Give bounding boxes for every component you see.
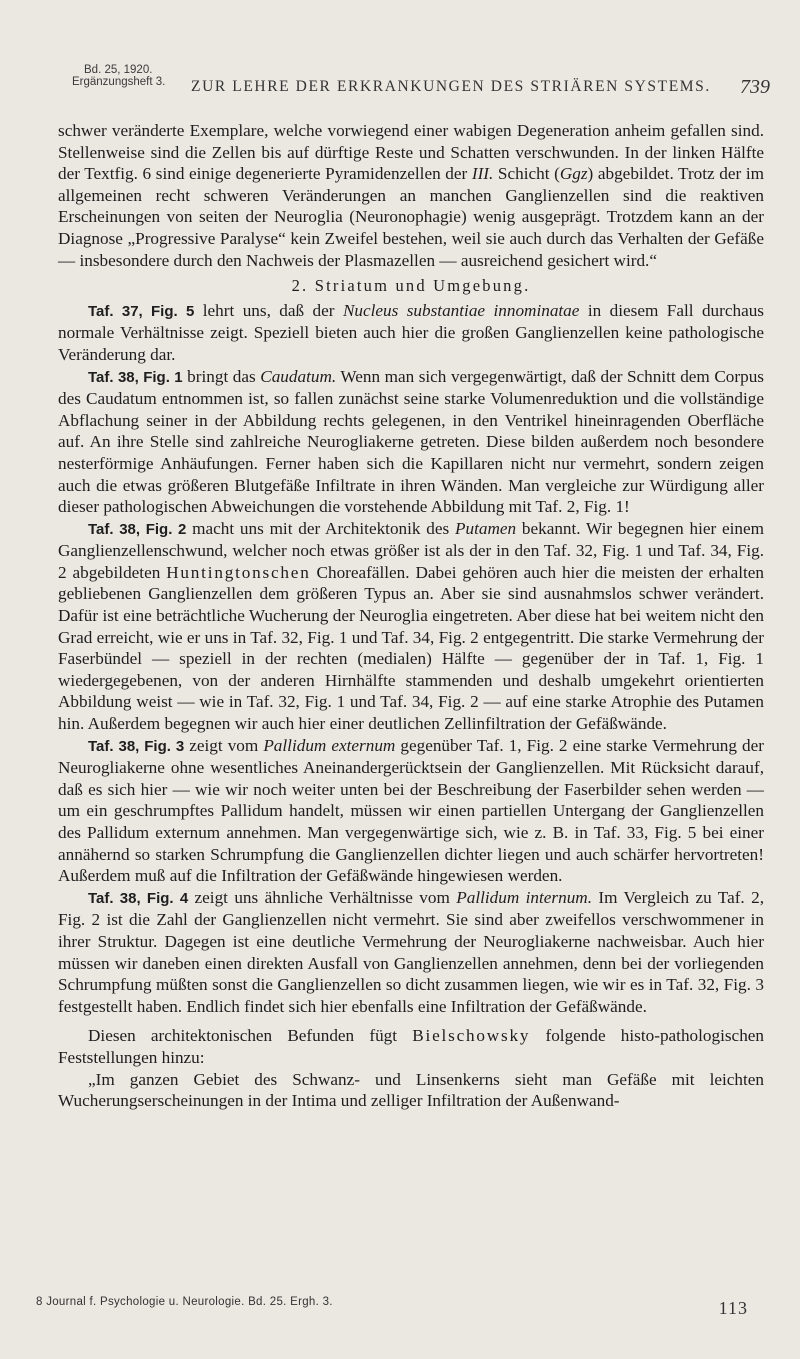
page-number: 739	[740, 76, 770, 98]
running-head	[58, 64, 770, 104]
text: lehrt uns, daß der	[194, 300, 343, 320]
term: Pallidum internum.	[456, 887, 592, 907]
plate-label: Taf. 38, Fig. 3	[88, 737, 185, 755]
text: macht uns mit der Architektonik des	[186, 518, 455, 538]
author-name: Huntingtonschen	[166, 562, 311, 582]
paragraph-bielschowsky	[58, 1025, 764, 1068]
paragraph-quote: „Im ganzen Gebiet des Schwanz- und Linsenkerns sieht man Gefäße mit leichten Wucherungserscheinungen in der Intima und zelliger Infiltration der Außenwand-	[58, 1069, 764, 1111]
paragraph-taf38-fig2	[58, 518, 764, 735]
text: Diesen architektonischen Befunden fügt	[88, 1026, 413, 1046]
term: Caudatum.	[260, 366, 337, 386]
term: Pallidum externum	[263, 735, 396, 755]
section-heading: 2. Striatum und Umgebung.	[291, 276, 531, 296]
plate-label: Taf. 38, Fig. 4	[88, 889, 189, 907]
paragraph-taf38-fig3	[58, 735, 764, 887]
page-footer	[36, 1296, 748, 1326]
text: in diesem Fall durchaus normale Verhältnisse zeigt. Speziell bieten auch hier die großen Ganglienzellen keine pathologische Veränderung dar.	[58, 300, 764, 364]
plate-label: Taf. 38, Fig. 2	[88, 520, 187, 538]
text: Choreafällen. Dabei gehören auch hier die meisten der erhalten gebliebenen Ganglienzellen dem größeren Typus an. Aber sie sind ausnahmslos schwer verändert. Dafür ist eine beträchtliche Wucherung der Neuroglia eingetreten. Aber diese hat bei weitem nicht den Grad erreicht, wie er uns in Taf. 32, Fig. 1 und Taf. 34, Fig. 2 entgegentritt. Die starke Vermehrung der Faserbündel — speziell in der rechten (medialen) Hälfte — gegenüber der in Taf. 1, Fig. 1 wiedergegebenen, von der anderen Hirnhälfte stammenden und deshalb umgekehrt orientierten Abbildung weist — wie in Taf. 32, Fig. 1 und Taf. 34, Fig. 2 — auf eine starke Atrophie des Putamen hin. Außerdem begegnen wir auch hier einer deutlichen Zellinfiltration der Gefäßwände.	[58, 562, 764, 734]
volume-line-2: Ergänzungsheft 3.	[72, 76, 166, 88]
paragraph-gap	[58, 1017, 764, 1025]
text: Im Vergleich zu Taf. 2, Fig. 2 ist die Zahl der Ganglienzellen nicht vermehrt. Sie sind aber zweifellos verschwommener in ihrer Struktur. Dagegen ist eine deutliche Vermehrung der Neurogliakerne nachweisbar. Auch hier müssen wir daneben einen direkten Ausfall von Ganglienzellen annehmen, denn bei der vorliegenden Schrumpfung müßten sonst die Ganglienzellen so dicht zusammen liegen, wie wir es in Taf. 32, Fig. 3 festgestellt haben. Endlich findet sich hier ebenfalls eine Infiltration der Gefäßwände.	[58, 887, 764, 1016]
paragraph-taf38-fig4	[58, 887, 764, 1018]
paragraph-taf37-fig5	[58, 300, 764, 366]
volume-info	[72, 64, 165, 88]
volume-line-1: Bd. 25, 1920.	[84, 64, 153, 76]
layer-roman: III.	[471, 164, 494, 184]
text: zeigt uns ähnliche Verhältnisse vom	[188, 887, 457, 907]
paragraph-1-rest: ) abgebildet. Trotz der im allgemeinen recht schweren Veränderungen an manchen Ganglienzellen sind die reaktiven Erscheinungen von seiten der Neuroglia (Neuronophagie) wenig ausgeprägt. Trotzdem kann an der Diagnose „Progressive Paralyse“ kein Zweifel bestehen, weil sie auch durch das Verhalten der Gefäße — insbesondere durch den Nachweis der Plasmazellen — ausreichend gesichert wird.“	[58, 164, 764, 270]
paragraph-1	[58, 120, 764, 271]
text: bringt das	[182, 366, 261, 386]
term: Nucleus substantiae innominatae	[342, 300, 580, 320]
paragraph-taf38-fig1	[58, 366, 764, 518]
text: bekannt. Wir begegnen hier einem Ganglienzellenschwund, welcher noch etwas größer ist als der in den Taf. 32, Fig. 1 und Taf. 34, Fig. 2 abgebildeten	[58, 518, 764, 582]
plate-label: Taf. 38, Fig. 1	[88, 368, 183, 386]
signature-line: 8 Journal f. Psychologie u. Neurologie. Bd. 25. Ergh. 3.	[36, 1296, 333, 1308]
abbr-ggz: Ggz	[559, 164, 588, 184]
running-title: ZUR LEHRE DER ERKRANKUNGEN DES STRIÄREN SYSTEMS.	[191, 78, 711, 95]
sheet-number: 113	[718, 1298, 748, 1318]
paragraph-1-text: schwer veränderte Exemplare, welche vorwiegend einer wabigen Degeneration anheim gefallen sind. Stellenweise sind die Zellen bis auf dürftige Reste und Schatten verschwunden. In der linken Hälfte der Textfig. 6 sind einige degenerierte Pyramidenzellen der	[58, 121, 764, 184]
term: Putamen	[454, 518, 517, 538]
text: gegenüber Taf. 1, Fig. 2 eine starke Vermehrung der Neurogliakerne ohne wesentliches Aneinandergerücktsein der Ganglienzellen. Mit Rücksicht darauf, daß es sich hier — wie wir noch weiter unten bei der Beschreibung der Faserbilder sehen werden — um ein geschrumpftes Pallidum handelt, müssen wir einen partiellen Untergang der Ganglienzellen des Pallidum externum annehmen. Man vergegenwärtige sich, wie z. B. in Taf. 33, Fig. 5 bei einer annähernd so starken Schrumpfung die Ganglienzellen dichter liegen und auch schärfer hervortreten! Außerdem muß auf die Infiltration der Gefäßwände hingewiesen werden.	[58, 735, 764, 886]
text: folgende histo-pathologischen Feststellungen hinzu:	[58, 1026, 765, 1067]
text: zeigt vom	[184, 735, 264, 755]
body-text	[58, 120, 764, 1112]
text: Wenn man sich vergegenwärtigt, daß der Schnitt dem Corpus des Caudatum entnommen ist, so fallen zunächst seine starke Volumenreduktion und die vollständige Abflachung seiner in der Abbildung rechts gelegenen, in den Ventrikel hineinragenden Oberfläche auf. An ihre Stelle sind zahlreiche Neurogliakerne getreten. Diese bilden außerdem noch besondere nesterförmige Anhäufungen. Ferner haben sich die Kapillaren nicht nur vermehrt, sondern zeigen auch die etwas größeren Blutgefäße Infiltrate in ihren Wänden. Man vergleiche zur Würdigung aller dieser pathologischen Abweichungen die vorstehende Abbildung mit Taf. 2, Fig. 1!	[58, 366, 764, 517]
author-name: Bielschowsky	[412, 1026, 531, 1046]
plate-label: Taf. 37, Fig. 5	[88, 302, 195, 320]
paragraph-1-mid: Schicht (	[493, 164, 560, 184]
